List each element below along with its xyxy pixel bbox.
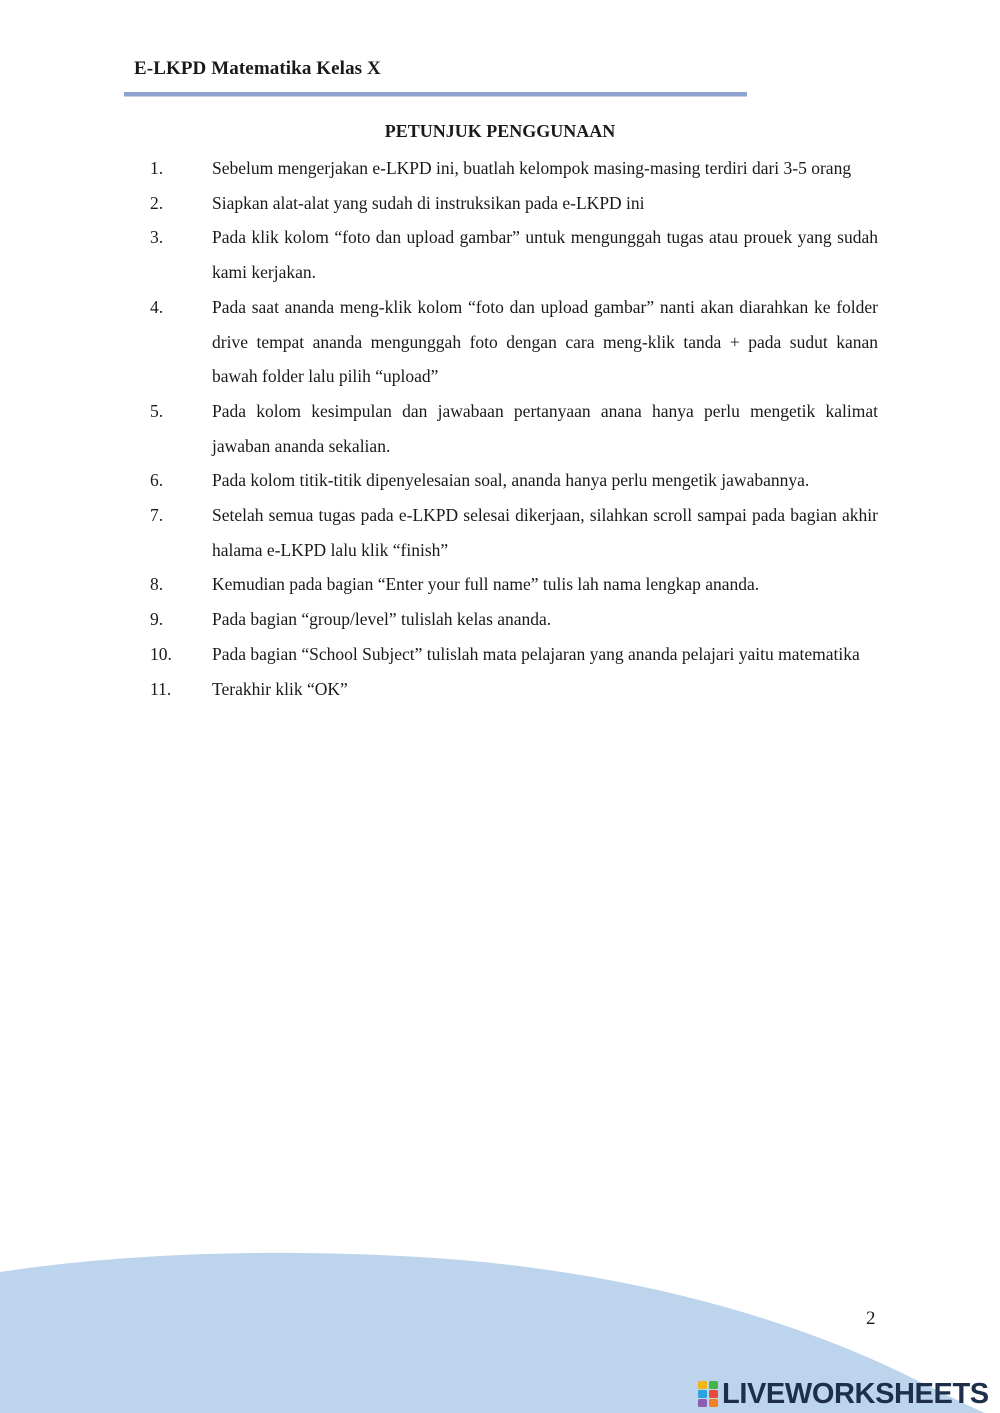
document-header-title: E-LKPD Matematika Kelas X [134,58,381,79]
page-number: 2 [866,1308,876,1329]
item-number: 1. [150,158,164,178]
item-text: Kemudian pada bagian “Enter your full name” tulis lah nama lengkap ananda. [212,574,760,595]
section-heading: PETUNJUK PENGGUNAAN [384,121,616,141]
item-text: Pada bagian “School Subject” tulislah mata pelajaran yang ananda pelajari yaitu matematika [212,643,860,664]
item-text: Pada kolom titik-titik dipenyelesaian soal, ananda hanya perlu mengetik jawabannya. [212,470,810,491]
item-number: 7. [150,505,164,526]
item-text: Sebelum mengerjakan e-LKPD ini, buatlah kelompok masing-masing terdiri dari 3-5 orang [212,158,852,178]
item-number: 4. [150,296,164,317]
item-number: 2. [150,192,164,213]
logo-text: LIVEWORKSHEETS [722,1377,989,1410]
item-number: 3. [150,227,164,248]
liveworksheets-logo[interactable] [697,1377,989,1411]
item-number: 11. [150,678,172,699]
item-number: 8. [150,574,164,595]
item-number: 5. [150,400,164,421]
item-text: Pada kolom kesimpulan dan jawabaan pertanyaan anana hanya perlu mengetik kalimat jawaban ananda sekalian. [212,400,878,456]
item-text: Pada klik kolom “foto dan upload gambar” untuk mengunggah tugas atau prouek yang sudah kami kerjakan. [212,227,878,283]
item-text: Pada bagian “group/level” tulislah kelas ananda. [212,609,552,630]
item-number: 10. [150,643,172,664]
item-text: Siapkan alat-alat yang sudah di instruksikan pada e-LKPD ini [212,192,645,213]
item-text: Terakhir klik “OK” [212,678,348,699]
item-number: 9. [150,609,164,630]
item-number: 6. [150,470,164,491]
item-text: Pada saat ananda meng-klik kolom “foto dan upload gambar” nanti akan diarahkan ke folder drive tempat ananda mengunggah foto dengan cara meng-klik tanda + pada sudut kanan bawah folder lalu pilih “upload” [212,296,878,387]
item-text: Setelah semua tugas pada e-LKPD selesai dikerjaan, silahkan scroll sampai pada bagian akhir halama e-LKPD lalu klik “finish” [212,505,878,560]
liveworksheets-logo-icon [697,1379,719,1409]
